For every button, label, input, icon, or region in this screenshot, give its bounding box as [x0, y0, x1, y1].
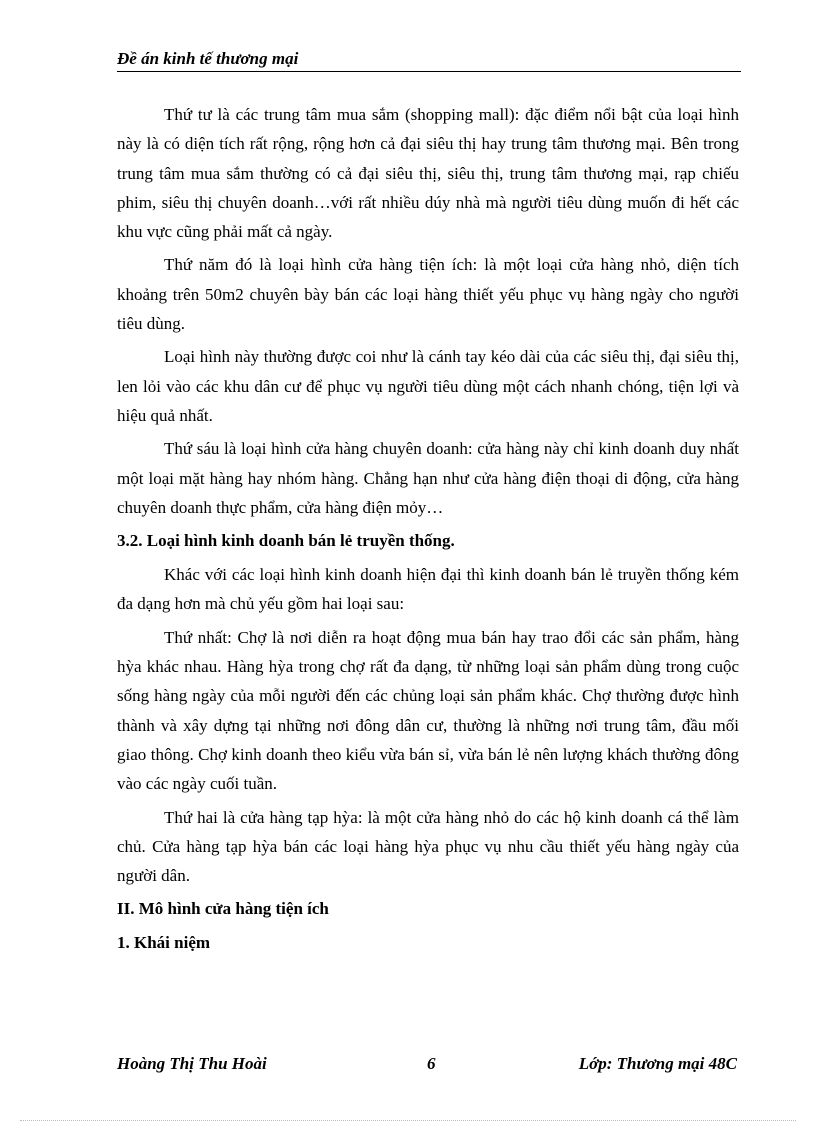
- paragraph-specialty-store: Thứ sáu là loại hình cửa hàng chuyên doanh: cửa hàng này chỉ kinh doanh duy nhất một loại mặt hàng hay nhóm hàng. Chẳng hạn như cửa hàng điện thoại di động, cửa hàng chuyên doanh thực phẩm, cửa hàng điện mỏy…: [117, 439, 739, 517]
- section-heading-ii: II. Mô hình cửa hàng tiện ích: [117, 899, 329, 919]
- footer-page-number: 6: [427, 1054, 436, 1073]
- paragraph-shopping-mall: Thứ tư là các trung tâm mua sắm (shopping mall): đặc điểm nổi bật của loại hình này là có diện tích rất rộng, rộng hơn cả đại siêu thị hay trung tâm thương mại. Bên trong trung tâm mua sắm thường có cả đại siêu thị, siêu thị, trung tâm thương mại, rạp chiếu phim, siêu thị chuyên doanh…với rất nhiều dúy nhà mà người tiêu dùng muốn đi hết các khu vực cũng phải mất cả ngày.: [117, 105, 739, 242]
- paragraph-market: Thứ nhất: Chợ là nơi diễn ra hoạt động mua bán hay trao đổi các sản phẩm, hàng hỳa khác nhau. Hàng hỳa trong chợ rất đa dạng, từ những loại sản phẩm dùng trong cuộc sống hàng ngày của mỗi người đến các chủng loại sản phẩm khác. Chợ thường được hình thành và xây dựng tại những nơi đông dân cư, thường là những nơi trung tâm, đầu mối giao thông. Chợ kinh doanh theo kiểu vừa bán sỉ, vừa bán lẻ nên lượng khách thường đông vào các ngày cuối tuần.: [117, 627, 739, 794]
- header-rule: [117, 71, 741, 72]
- section-heading-1: 1. Khái niệm: [117, 933, 211, 953]
- paragraph-grocery-store: Thứ hai là cửa hàng tạp hỳa: là một cửa hàng nhỏ do các hộ kinh doanh cá thể làm chủ. Cửa hàng tạp hỳa bán các loại hàng hỳa phục vụ nhu cầu thiết yếu hàng ngày của người dân.: [117, 807, 739, 886]
- footer-author: Hoàng Thị Thu Hoài: [117, 1054, 267, 1073]
- page-header: [117, 48, 741, 70]
- paragraph-convenience-extension: Loại hình này thường được coi như là cánh tay kéo dài của các siêu thị, đại siêu thị, len lỏi vào các khu dân cư để phục vụ người tiêu dùng một cách nhanh chóng, tiện lợi và hiệu quả nhất.: [117, 347, 739, 425]
- document-body: [117, 100, 739, 962]
- page-bottom-border: [20, 1120, 796, 1121]
- paragraph-convenience-store: Thứ năm đó là loại hình cửa hàng tiện ích: là một loại cửa hàng nhỏ, diện tích khoảng trên 50m2 chuyên bày bán các loại hàng thiết yếu phục vụ hàng ngày cho người tiêu dùng.: [117, 255, 739, 334]
- page-footer: [117, 1054, 737, 1078]
- footer-class: Lớp: Thương mại 48C: [578, 1054, 737, 1073]
- paragraph-traditional-intro: Khác với các loại hình kinh doanh hiện đại thì kinh doanh bán lẻ truyền thống kém đa dạng hơn mà chủ yếu gồm hai loại sau:: [117, 565, 739, 614]
- header-title: Đề án kinh tế thương mại: [117, 49, 299, 68]
- section-heading-3-2: 3.2. Loại hình kinh doanh bán lẻ truyền thống.: [117, 531, 455, 551]
